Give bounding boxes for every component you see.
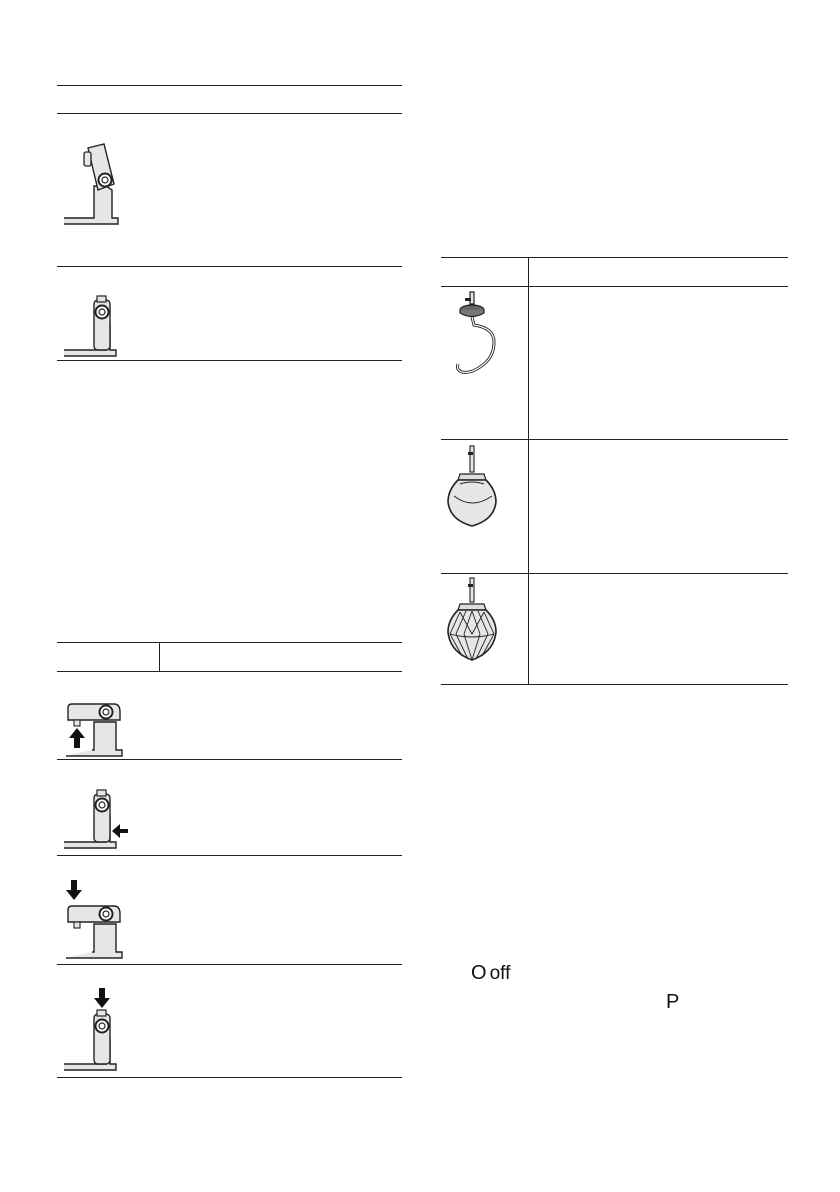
mixer-arm-tilted-icon (62, 140, 122, 226)
table-rule (57, 266, 402, 267)
table-rule (57, 759, 402, 760)
table-rule (57, 1077, 402, 1078)
table-rule (57, 85, 402, 86)
table-rule (441, 573, 788, 574)
table-rule (57, 360, 402, 361)
mixer-arm-raise-arrow-icon (64, 700, 128, 758)
table-rule (57, 671, 402, 672)
off-text: off (489, 962, 511, 984)
table-rule (57, 642, 402, 643)
table-rule (441, 286, 788, 287)
program-letter: P (666, 991, 680, 1013)
program-label (666, 991, 679, 1014)
off-circle-icon: O (471, 962, 487, 984)
table-rule (441, 684, 788, 685)
mixer-arm-parked-icon (62, 294, 122, 358)
kneading-hook-icon (452, 290, 502, 380)
column-divider (159, 642, 160, 672)
column-divider (528, 257, 529, 685)
table-rule (441, 257, 788, 258)
stirring-whisk-icon (446, 446, 498, 530)
table-rule (441, 439, 788, 440)
beating-whisk-icon (446, 578, 498, 664)
table-rule (57, 113, 402, 114)
mixer-arm-push-release-icon (62, 786, 134, 852)
off-position-label (471, 962, 510, 985)
table-rule (57, 855, 402, 856)
mixer-arm-press-down-icon (62, 986, 122, 1072)
mixer-arm-lower-arrow-icon (64, 880, 128, 960)
table-rule (57, 964, 402, 965)
